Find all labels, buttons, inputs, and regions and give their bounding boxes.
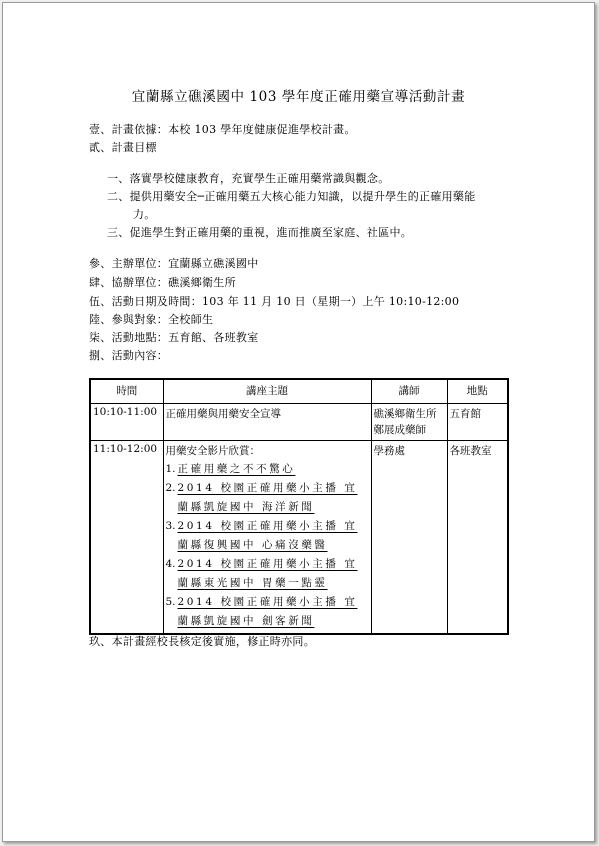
film-number: 5. [165,596,176,608]
header-time: 時間 [90,379,163,404]
film-title-line: 2014 校園正確用藥小主播 宜 [177,558,358,570]
section-closing: 玖、本計畫經校長核定後實施，修正時亦同。 [89,635,315,648]
header-topic: 講座主題 [163,379,371,404]
page-title: 宜蘭縣立礁溪國中 103 學年度正確用藥宣導活動計畫 [131,89,466,105]
section-date: 伍、活動日期及時間：103 年 11 月 10 日（星期一）上午 10:10-12:00 [89,295,460,308]
film-number: 3. [165,520,176,532]
section-content-heading: 捌、活動內容： [89,349,169,362]
table-row [90,441,508,635]
row2-speaker: 學務處 [371,441,447,635]
film-title-line: 2014 校園正確用藥小主播 宜 [177,482,358,494]
goal-item-2-cont: 力。 [133,208,156,221]
row2-time: 11:10-12:00 [90,441,163,635]
table-row [90,404,508,441]
goal-item-3: 三、促進學生對正確用藥的重視，進而推廣至家庭、社區中。 [107,226,413,239]
film-title-line: 2014 校園正確用藥小主播 宜 [177,520,358,532]
header-speaker: 講師 [371,379,447,404]
schedule-table [89,378,509,635]
goal-item-2: 二、提供用藥安全─正確用藥五大核心能力知識，以提升學生的正確用藥能 [107,190,476,203]
row1-speaker-line-2: 鄭展成藥師 [373,424,426,436]
section-goals-heading: 貳、計畫目標 [89,141,157,154]
film-item-2 [166,479,369,517]
film-list-heading: 用藥安全影片欣賞： [165,445,260,457]
row1-topic: 正確用藥與用藥安全宣導 [163,404,371,441]
film-item-4 [166,555,369,593]
section-co-organizer: 肆、協辦單位：礁溪鄉衛生所 [89,276,236,289]
document-page [2,2,595,842]
goal-item-1: 一、落實學校健康教育，充實學生正確用藥常識與觀念。 [107,172,390,185]
row1-speaker [371,404,447,441]
film-item-1 [166,460,369,479]
film-title-line: 正確用藥之不不驚心 [177,463,296,475]
film-title-line: 蘭縣復興國中 心痛沒藥醫 [177,539,328,551]
header-place: 地點 [447,379,508,404]
film-title-line: 蘭縣東光國中 胃藥一點靈 [177,577,328,589]
row1-time: 10:10-11:00 [90,404,163,441]
film-number: 2. [165,482,176,494]
section-basis: 壹、計畫依據：本校 103 學年度健康促進學校計畫。 [89,123,356,136]
row2-place: 各班教室 [447,441,508,635]
section-participants: 陸、參與對象：全校師生 [89,313,214,326]
film-item-5 [166,593,369,631]
film-title-line: 2014 校園正確用藥小主播 宜 [177,596,358,608]
table-header-row [90,379,508,404]
section-location: 柒、活動地點：五育館、各班教室 [89,331,259,344]
row2-topic [163,441,371,635]
row1-speaker-line-1: 礁溪鄉衛生所 [373,408,437,420]
row1-place: 五育館 [447,404,508,441]
section-organizer: 參、主辦單位：宜蘭縣立礁溪國中 [89,257,259,270]
film-number: 4. [165,558,176,570]
film-title-line: 蘭縣凱旋國中 海洋新聞 [177,501,315,513]
film-title-line: 蘭縣凱旋國中 劍客新聞 [177,615,315,627]
film-item-3 [166,517,369,555]
film-number: 1. [165,463,176,475]
